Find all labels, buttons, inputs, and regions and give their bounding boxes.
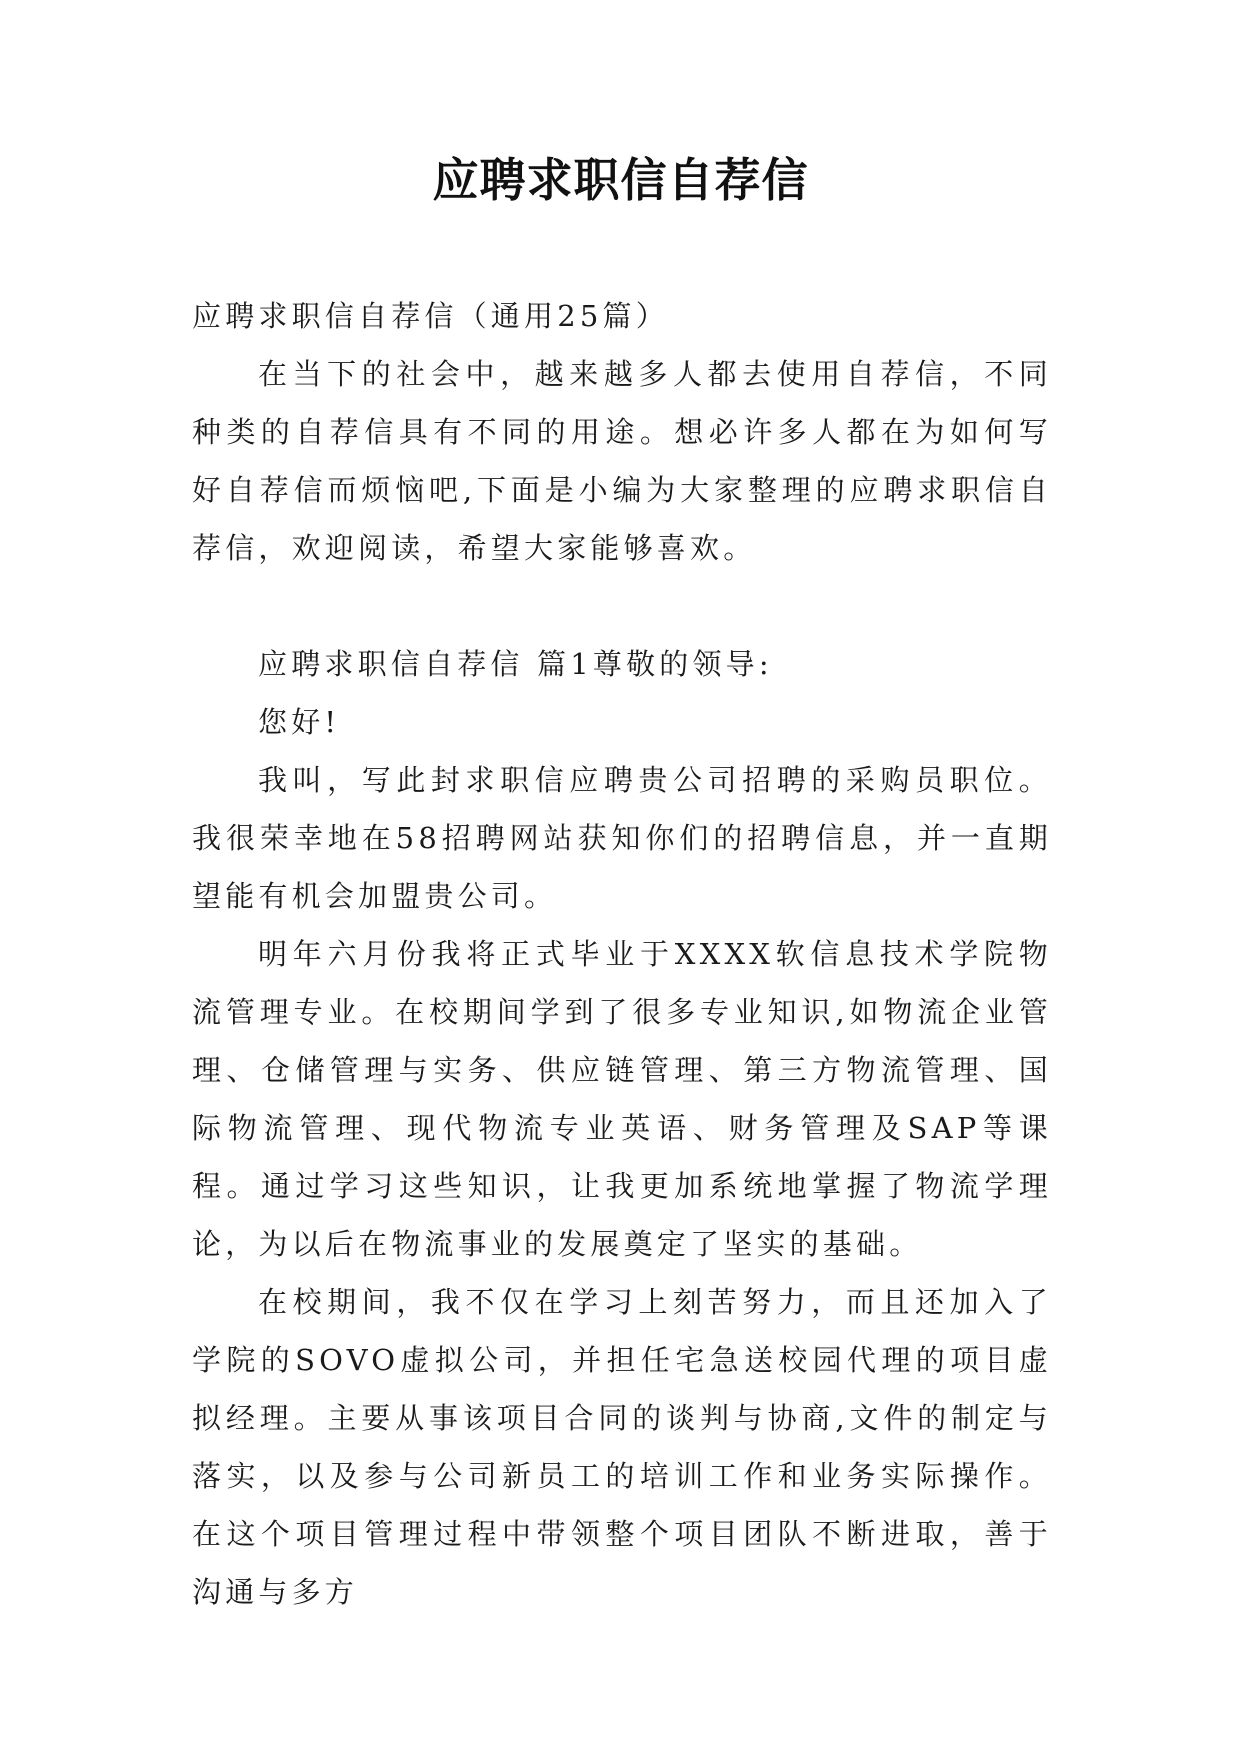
body-paragraph: 明年六月份我将正式毕业于XXXX软信息技术学院物流管理专业。在校期间学到了很多专业知识,如物流企业管理、仓储管理与实务、供应链管理、第三方物流管理、国际物流管理、现代物流专业英语、财务管理及SAP等课程。通过学习这些知识，让我更加系统地掌握了物流学理论，为以后在物流事业的发展奠定了坚实的基础。 <box>192 937 1052 1261</box>
body-paragraph: 我叫，写此封求职信应聘贵公司招聘的采购员职位。我很荣幸地在58招聘网站获知你们的招聘信息，并一直期望能有机会加盟贵公司。 <box>192 763 1052 913</box>
greeting: 您好! <box>258 705 341 739</box>
document-subtitle: 应聘求职信自荐信（通用25篇） <box>192 299 669 333</box>
section-heading: 应聘求职信自荐信 篇1尊敬的领导: <box>258 647 773 681</box>
intro-paragraph: 在当下的社会中，越来越多人都去使用自荐信，不同种类的自荐信具有不同的用途。想必许多人都在为如何写好自荐信而烦恼吧,下面是小编为大家整理的应聘求职信自荐信，欢迎阅读，希望大家能够喜欢。 <box>192 357 1052 565</box>
document-title: 应聘求职信自荐信 <box>432 153 809 207</box>
paragraph-gap <box>192 577 1052 635</box>
document-body <box>192 287 1052 1621</box>
body-paragraph: 在校期间，我不仅在学习上刻苦努力，而且还加入了学院的SOVO虚拟公司，并担任宅急送校园代理的项目虚拟经理。主要从事该项目合同的谈判与协商,文件的制定与落实，以及参与公司新员工的培训工作和业务实际操作。在这个项目管理过程中带领整个项目团队不断进取，善于沟通与多方 <box>192 1285 1052 1609</box>
